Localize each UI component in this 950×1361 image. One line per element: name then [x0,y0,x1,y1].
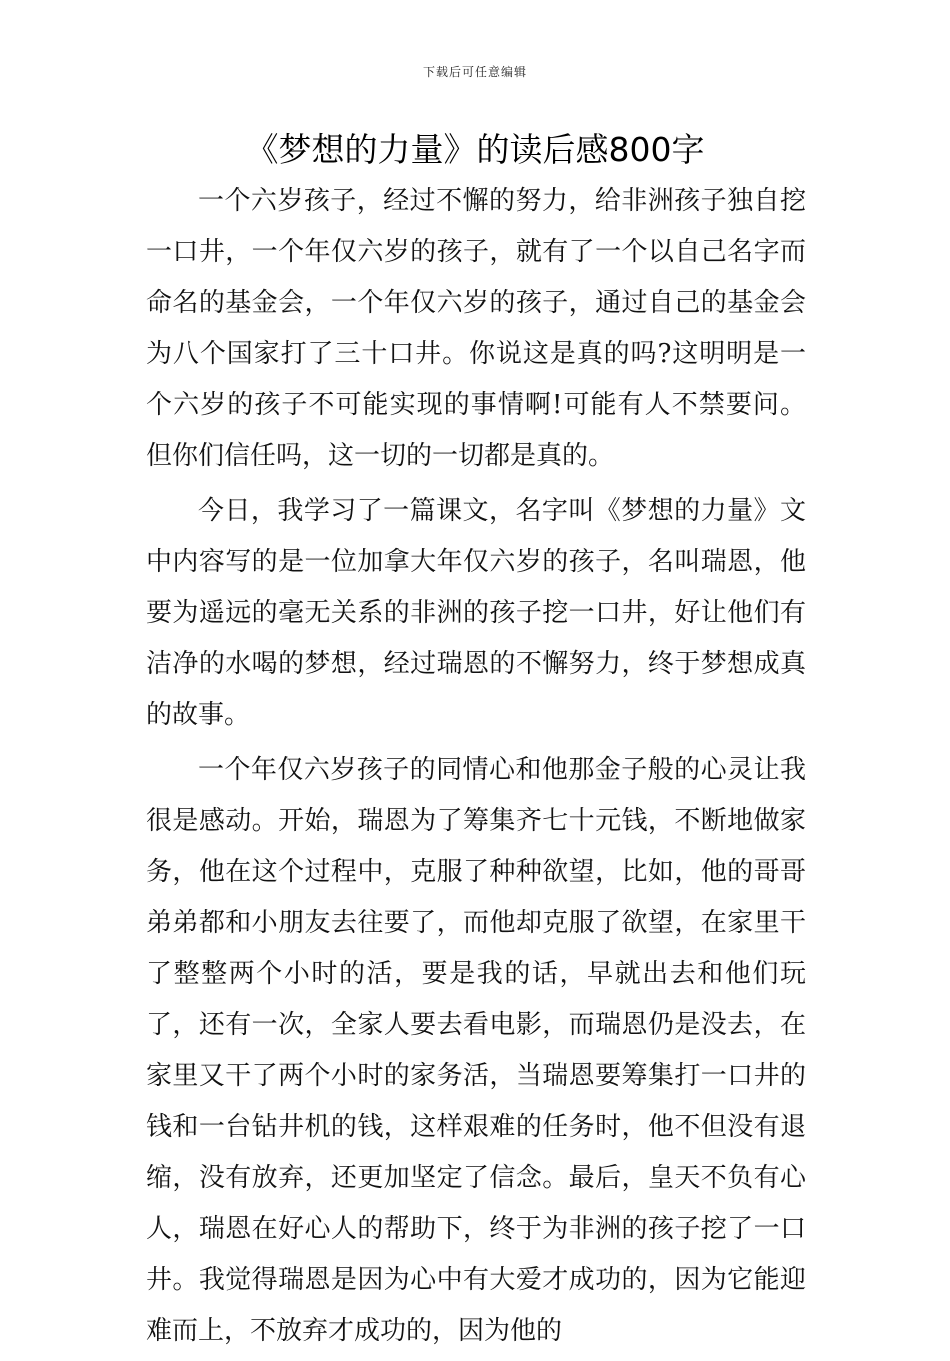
paragraph-1: 一个六岁孩子，经过不懈的努力，给非洲孩子独自挖一口井，一个年仅六岁的孩子，就有了一个以自己名字而命名的基金会，一个年仅六岁的孩子，通过自己的基金会为八个国家打了三十口井。你说这是真的吗?这明明是一个六岁的孩子不可能实现的事情啊!可能有人不禁要问。但你们信任吗，这一切的一切都是真的。 [146,186,806,471]
header-note: 下载后可任意编辑 [422,65,527,79]
paragraph-3: 一个年仅六岁孩子的同情心和他那金子般的心灵让我很是感动。开始，瑞恩为了筹集齐七十元钱，不断地做家务，他在这个过程中，克服了种种欲望，比如，他的哥哥弟弟都和小朋友去往要了，而他却克服了欲望，在家里干了整整两个小时的活，要是我的话，早就出去和他们玩了，还有一次，全家人要去看电影，而瑞恩仍是没去，在家里又干了两个小时的家务活，当瑞恩要筹集打一口井的钱和一台钻井机的钱，这样艰难的任务时，他不但没有退缩，没有放弃，还更加坚定了信念。最后，皇天不负有心人，瑞恩在好心人的帮助下，终于为非洲的孩子挖了一口井。我觉得瑞恩是因为心中有大爱才成功的，因为它能迎难而上，不放弃才成功的，因为他的 [146,755,806,1346]
paragraph-2: 今日，我学习了一篇课文，名字叫《梦想的力量》文中内容写的是一位加拿大年仅六岁的孩子，名叫瑞恩，他要为遥远的毫无关系的非洲的孩子挖一口井，好让他们有洁净的水喝的梦想，经过瑞恩的不懈努力，终于梦想成真的故事。 [146,496,806,730]
document-title: 《梦想的力量》的读后感800字 [245,130,705,169]
document-body [146,176,806,1361]
